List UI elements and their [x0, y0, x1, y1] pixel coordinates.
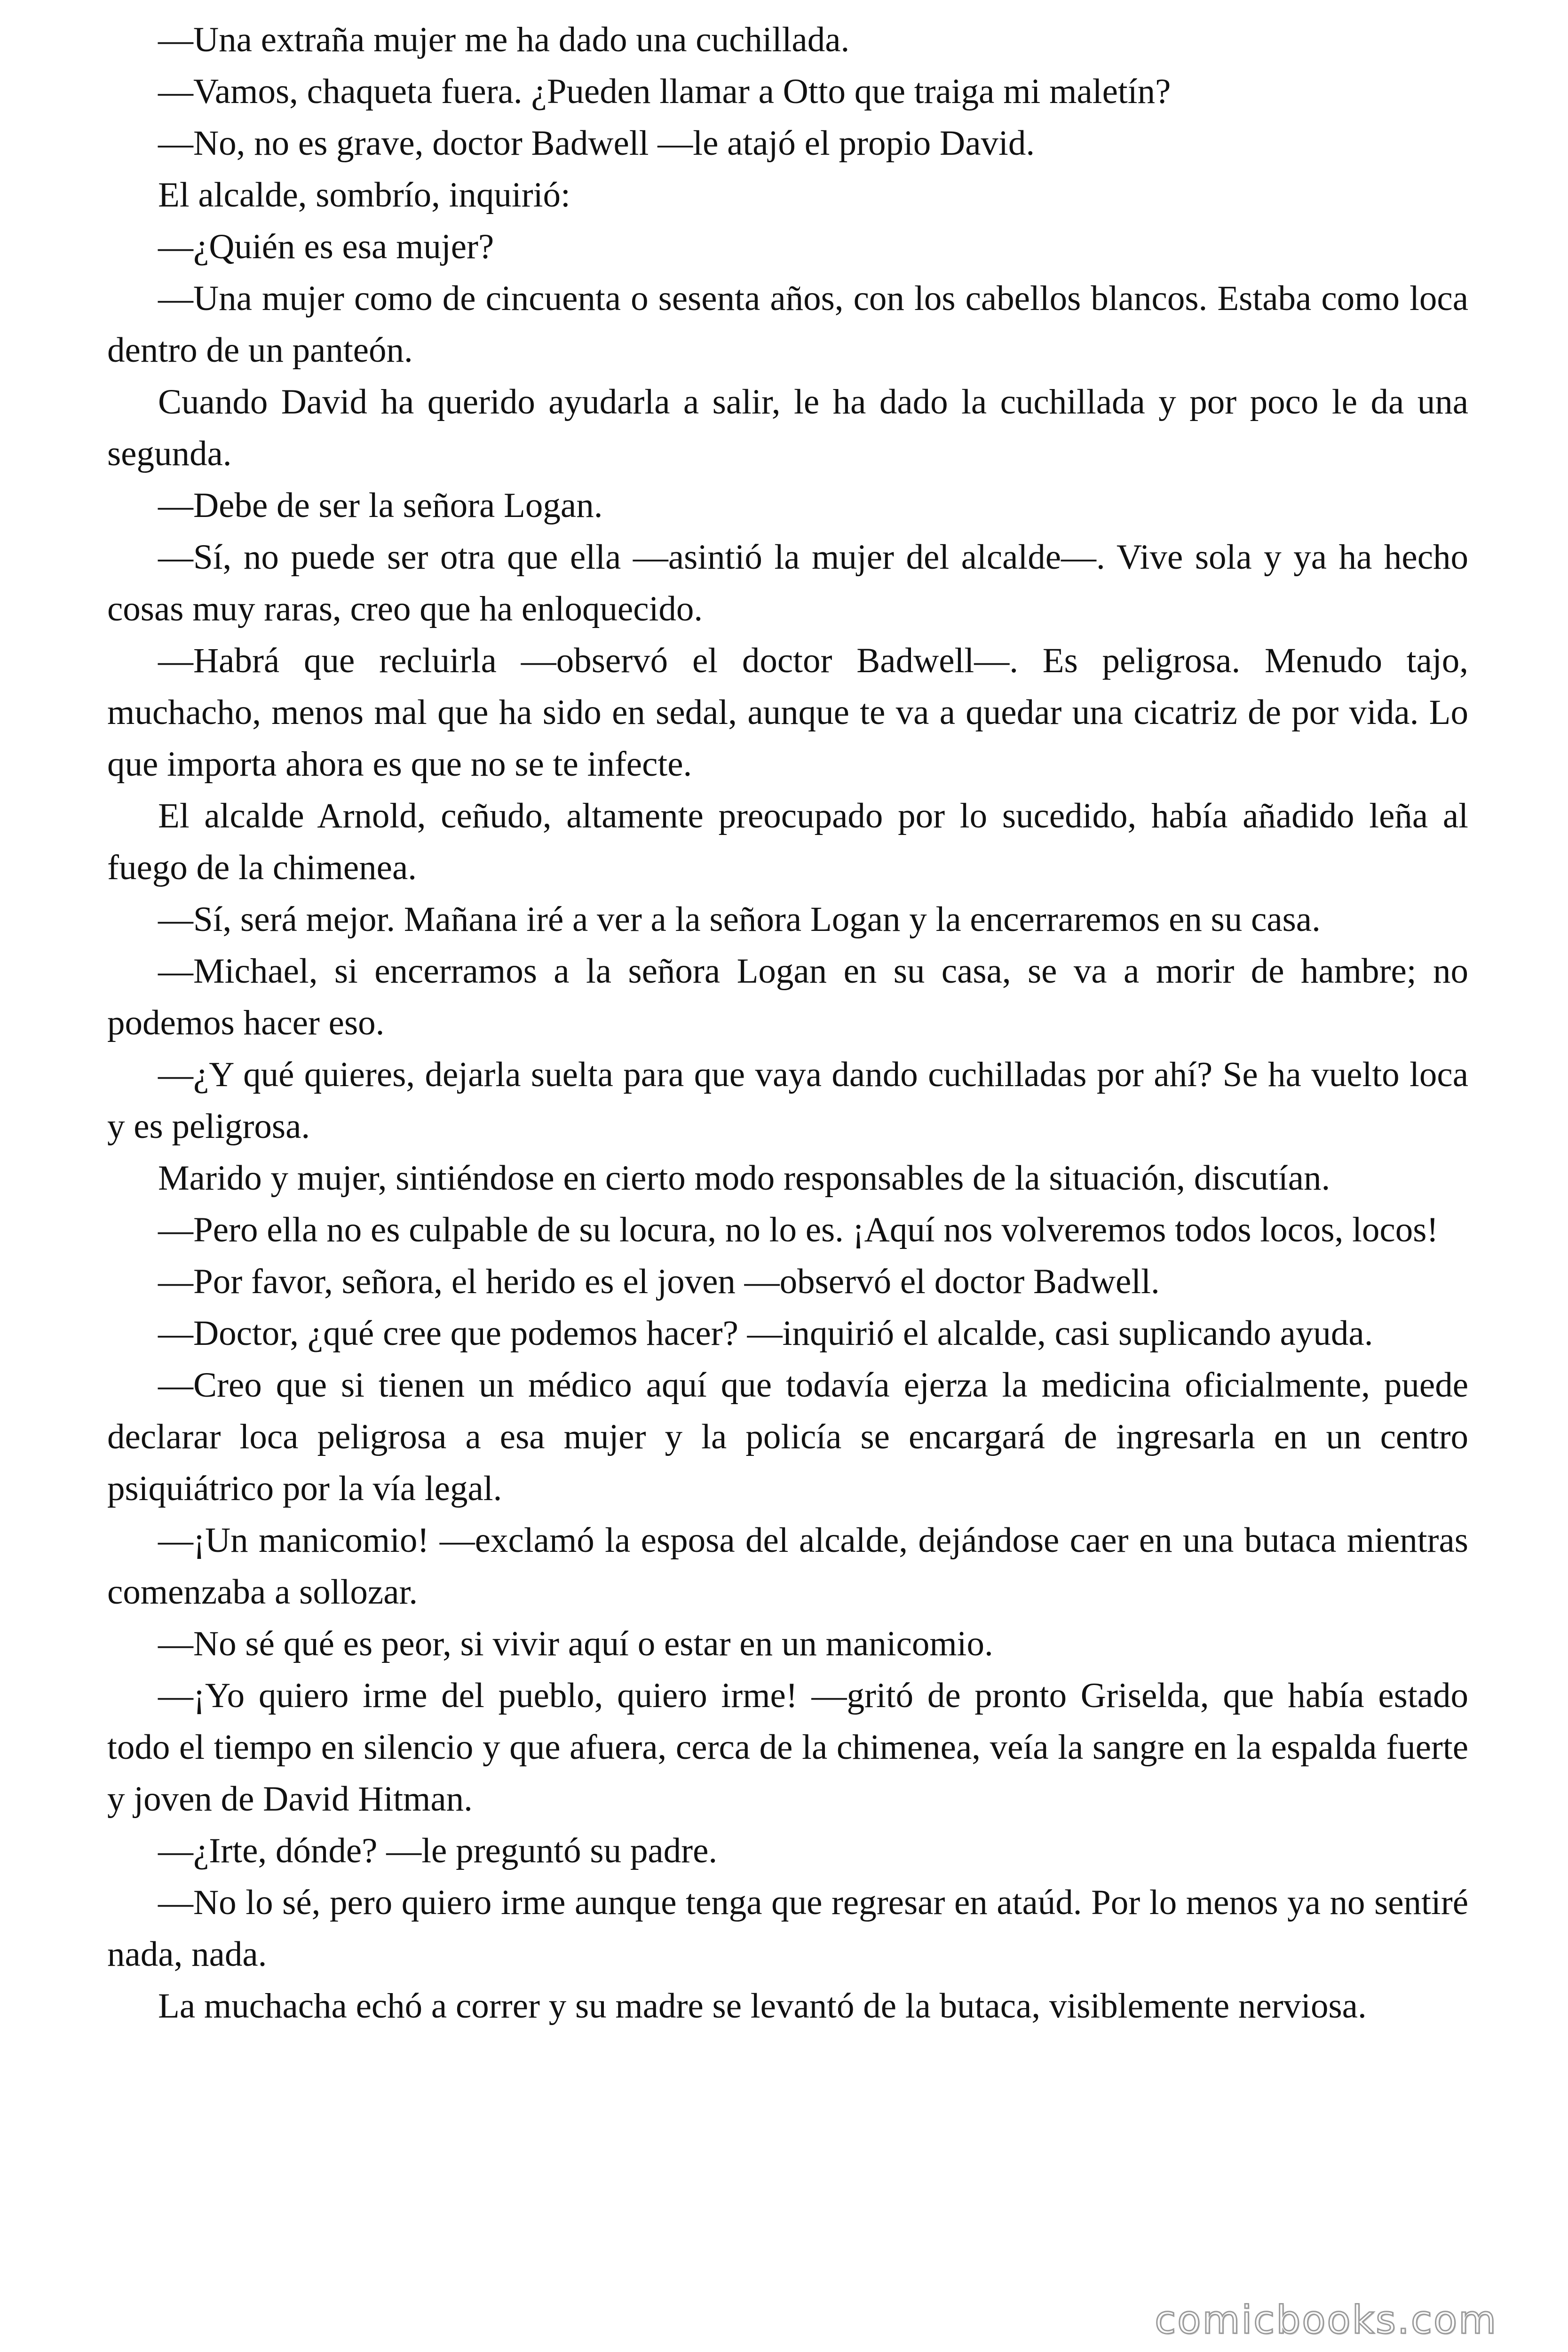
paragraph: —Por favor, señora, el herido es el joven —observó el doctor Badwell. — [158, 1262, 1160, 1301]
paragraph: —No lo sé, pero quiero irme aunque tenga que regresar en ataúd. Por lo menos ya no sentiré nada, nada. — [107, 1883, 1468, 1974]
watermark: comicbooks.com — [1155, 2298, 1497, 2343]
paragraph: —¿Irte, dónde? —le preguntó su padre. — [158, 1831, 718, 1870]
paragraph: —Pero ella no es culpable de su locura, no lo es. ¡Aquí nos volveremos todos locos, locos! — [158, 1210, 1439, 1249]
paragraph: —Sí, no puede ser otra que ella —asintió la mujer del alcalde—. Vive sola y ya ha hecho cosas muy raras, creo que ha enloquecido. — [107, 538, 1468, 628]
paragraph: —Habrá que recluirla —observó el doctor Badwell—. Es peligrosa. Menudo tajo, muchacho, menos mal que ha sido en sedal, aunque te va a quedar una cicatriz de por vida. Lo que importa ahora es que no se te infecte. — [107, 641, 1468, 784]
paragraph: —Vamos, chaqueta fuera. ¿Pueden llamar a Otto que traiga mi maletín? — [158, 72, 1171, 111]
paragraph: —Debe de ser la señora Logan. — [158, 486, 603, 525]
paragraph: Cuando David ha querido ayudarla a salir, le ha dado la cuchillada y por poco le da una segunda. — [107, 382, 1468, 473]
paragraph: —Una extraña mujer me ha dado una cuchillada. — [158, 20, 850, 59]
paragraph: —Michael, si encerramos a la señora Logan en su casa, se va a morir de hambre; no podemos hacer eso. — [107, 952, 1468, 1042]
paragraph: El alcalde Arnold, ceñudo, altamente preocupado por lo sucedido, había añadido leña al fuego de la chimenea. — [107, 796, 1468, 887]
paragraph: —No, no es grave, doctor Badwell —le atajó el propio David. — [158, 124, 1035, 163]
paragraph: —¿Quién es esa mujer? — [158, 227, 494, 266]
paragraph: —¡Un manicomio! —exclamó la esposa del alcalde, dejándose caer en una butaca mientras comenzaba a sollozar. — [107, 1521, 1468, 1612]
paragraph: Marido y mujer, sintiéndose en cierto modo responsables de la situación, discutían. — [158, 1159, 1330, 1198]
paragraph: —¡Yo quiero irme del pueblo, quiero irme! —gritó de pronto Griselda, que había estado todo el tiempo en silencio y que afuera, cerca de la chimenea, veía la sangre en la espalda fuerte y joven de David Hitman. — [107, 1676, 1468, 1819]
paragraph: —¿Y qué quieres, dejarla suelta para que vaya dando cuchilladas por ahí? Se ha vuelto loca y es peligrosa. — [107, 1055, 1468, 1146]
paragraph: —Doctor, ¿qué cree que podemos hacer? —inquirió el alcalde, casi suplicando ayuda. — [158, 1314, 1373, 1353]
paragraph: —Sí, será mejor. Mañana iré a ver a la señora Logan y la encerraremos en su casa. — [158, 900, 1321, 939]
paragraph: La muchacha echó a correr y su madre se levantó de la butaca, visiblemente nerviosa. — [158, 1986, 1367, 2026]
paragraph: —Creo que si tienen un médico aquí que todavía ejerza la medicina oficialmente, puede declarar loca peligrosa a esa mujer y la policía se encargará de ingresarla en un centro psiquiátrico por la vía legal. — [107, 1366, 1468, 1508]
page-text — [107, 14, 1468, 2032]
paragraph: —Una mujer como de cincuenta o sesenta años, con los cabellos blancos. Estaba como loca dentro de un panteón. — [107, 279, 1468, 370]
paragraph: El alcalde, sombrío, inquirió: — [158, 175, 570, 215]
paragraph: —No sé qué es peor, si vivir aquí o estar en un manicomio. — [158, 1624, 993, 1663]
